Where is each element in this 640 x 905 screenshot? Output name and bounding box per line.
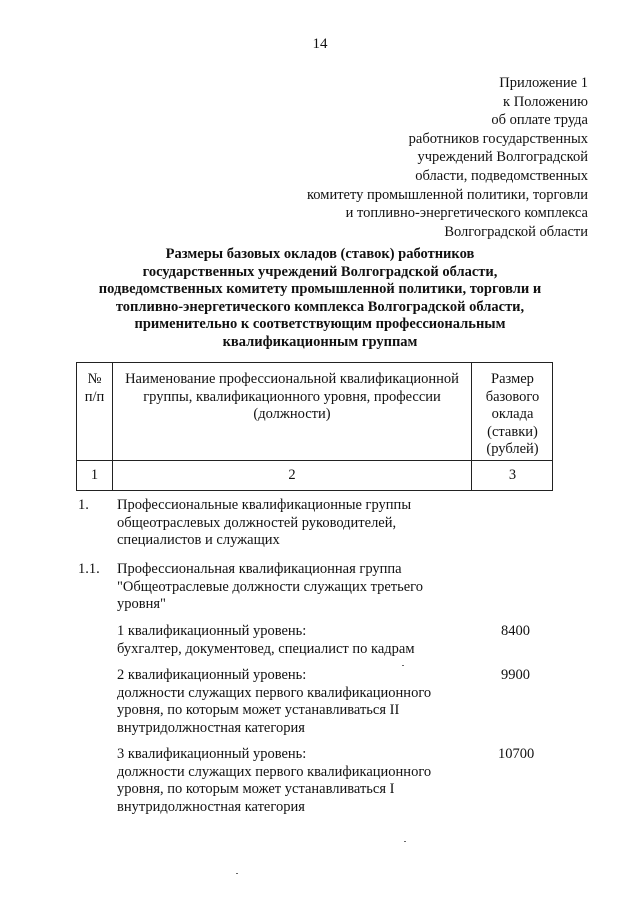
row-text-line: 2 квалификационный уровень: <box>117 667 307 683</box>
title-line: государственных учреждений Волгоградской области, <box>142 263 498 280</box>
scan-speck <box>404 841 406 842</box>
header-salary <box>472 371 553 459</box>
appendix-line: об оплате труда <box>491 112 588 129</box>
row-salary-value: 8400 <box>501 623 530 639</box>
row-text-line: уровня, по которым может устанавливаться II <box>117 702 400 719</box>
row-text <box>117 667 431 737</box>
column-number-2: 2 <box>288 467 296 483</box>
page-number: 14 <box>312 36 328 52</box>
document-title <box>60 246 580 352</box>
row-salary-value: 10700 <box>498 746 535 762</box>
appendix-line: комитету промышленной политики, торговли <box>306 186 588 203</box>
row-number: 1. <box>78 497 89 513</box>
header-line: (рублей) <box>486 441 539 458</box>
row-text <box>117 561 423 614</box>
header-line: (ставки) <box>487 423 538 440</box>
header-line: (должности) <box>253 406 331 423</box>
scan-speck <box>236 873 238 874</box>
row-text-line: внутридолжностная категория <box>117 719 305 736</box>
appendix-line: Волгоградской области <box>444 223 588 240</box>
appendix-line: работников государственных <box>408 130 588 147</box>
row-text-line: 1 квалификационный уровень: <box>117 623 307 639</box>
appendix-line: к Положению <box>503 93 588 110</box>
row-number: 1.1. <box>78 561 100 577</box>
column-number-1: 1 <box>90 467 99 483</box>
title-line: топливно-энергетического комплекса Волгоградской области, <box>115 298 525 315</box>
row-text-line: общеотраслевых должностей руководителей, <box>117 514 397 531</box>
title-line: применительно к соответствующим профессиональным <box>134 316 506 333</box>
header-line: Наименование профессиональной квалификационной <box>125 371 459 387</box>
header-line: п/п <box>84 388 105 405</box>
row-text-line: бухгалтер, документовед, специалист по кадрам <box>117 640 415 657</box>
row-text <box>117 497 411 550</box>
row-text-line: 3 квалификационный уровень: <box>117 746 307 762</box>
row-text-line: уровня" <box>117 596 166 613</box>
appendix-line: области, подведомственных <box>415 167 588 184</box>
title-line: Размеры базовых окладов (ставок) работников <box>165 246 475 262</box>
column-number-3: 3 <box>508 467 517 483</box>
title-line: подведомственных комитету промышленной политики, торговли и <box>98 281 542 298</box>
appendix-header <box>258 74 588 241</box>
appendix-line: Приложение 1 <box>499 75 588 91</box>
row-text-line: "Общеотраслевые должности служащих третьего <box>117 578 424 595</box>
row-divider <box>77 460 552 461</box>
row-salary-value: 9900 <box>501 667 530 683</box>
row-text-line: Профессиональная квалификационная группа <box>117 561 402 577</box>
header-line: Размер <box>491 371 534 387</box>
appendix-line: учреждений Волгоградской <box>417 149 588 166</box>
scan-speck <box>402 665 404 666</box>
header-line: группы, квалификационного уровня, профессии <box>143 388 441 405</box>
header-line: оклада <box>491 406 534 423</box>
title-line: квалификационным группам <box>222 333 418 350</box>
row-text-line: должности служащих первого квалификационного <box>117 763 432 780</box>
row-text-line: должности служащих первого квалификационного <box>117 684 432 701</box>
row-text <box>117 746 431 816</box>
header-number <box>77 371 112 406</box>
row-text-line: внутридолжностная категория <box>117 798 305 815</box>
header-line: базового <box>485 388 540 405</box>
row-text-line: Профессиональные квалификационные группы <box>117 497 412 513</box>
header-line: № <box>87 371 102 387</box>
appendix-line: и топливно-энергетического комплекса <box>345 205 588 222</box>
table-header <box>76 362 553 491</box>
row-text-line: уровня, по которым может устанавливаться I <box>117 781 395 798</box>
header-name <box>113 371 471 424</box>
row-text-line: специалистов и служащих <box>117 532 280 549</box>
row-text <box>117 623 415 658</box>
